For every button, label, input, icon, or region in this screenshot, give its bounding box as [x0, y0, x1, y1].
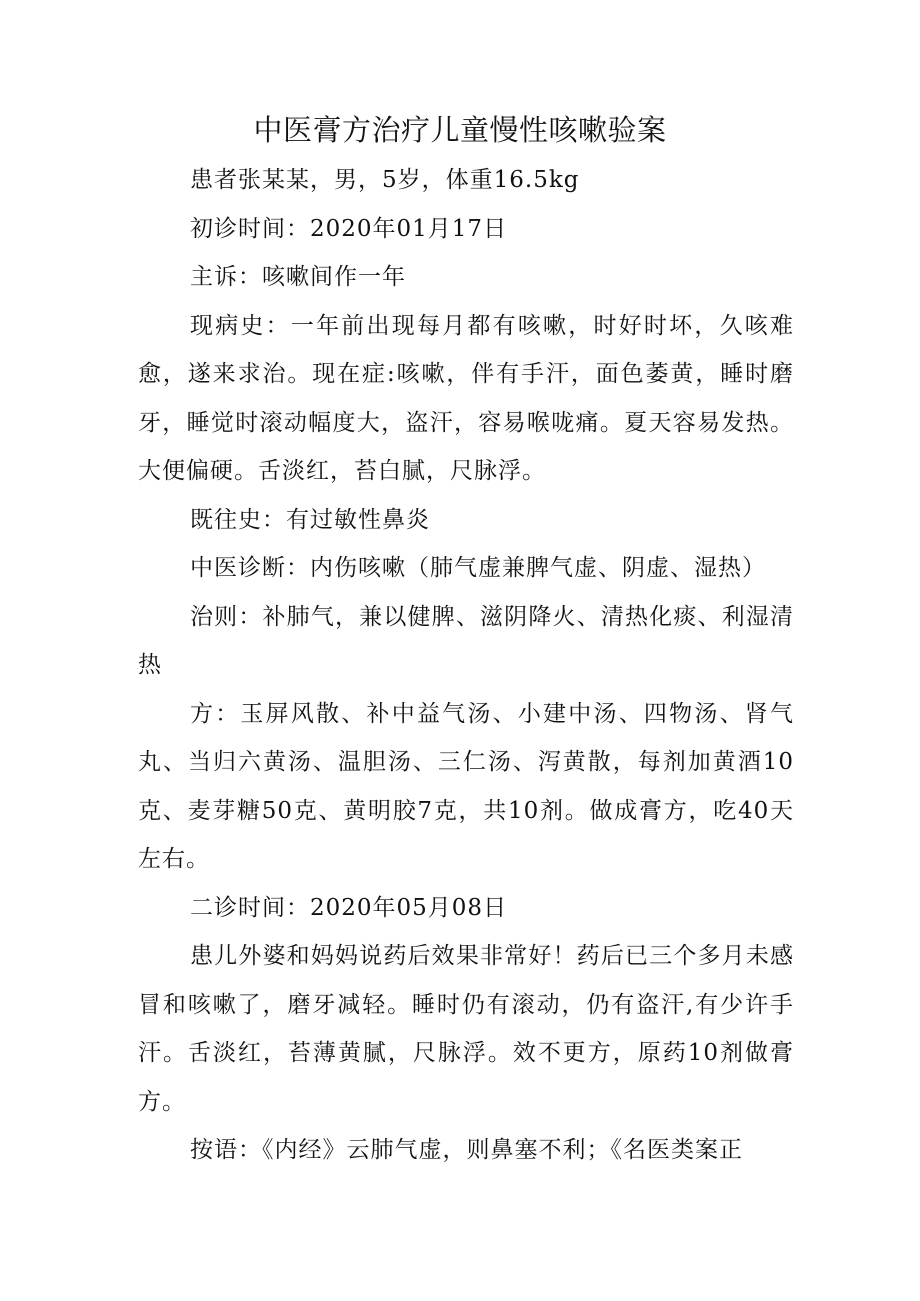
prescription-paragraph: 方：玉屏风散、补中益气汤、小建中汤、四物汤、肾气丸、当归六黄汤、温胆汤、三仁汤、泻黄散，每剂加黄酒10克、麦芽糖50克、黄明胶7克，共10剂。做成膏方，吃40天左右。 — [138, 700, 794, 872]
chief-complaint-paragraph: 主诉：咳嗽间作一年 — [190, 264, 406, 290]
treatment-principle-paragraph: 治则：补肺气，兼以健脾、滋阴降火、清热化痰、利湿清热 — [138, 603, 794, 678]
patient-info-paragraph: 患者张某某，男，5岁，体重16.5kg — [190, 167, 580, 193]
document-title: 中医膏方治疗儿童慢性咳嗽验案 — [253, 113, 667, 147]
diagnosis-paragraph: 中医诊断：内伤咳嗽（肺气虚兼脾气虚、阴虚、湿热） — [190, 555, 766, 581]
commentary-paragraph: 按语：《内经》云肺气虚，则鼻塞不利；《名医类案正 — [190, 1137, 743, 1163]
first-visit-date-paragraph: 初诊时间：2020年01月17日 — [190, 215, 508, 242]
document-body — [138, 156, 794, 1175]
past-history-paragraph: 既往史：有过敏性鼻炎 — [190, 506, 430, 533]
present-illness-paragraph: 现病史：一年前出现每月都有咳嗽，时好时坏，久咳难愈，遂来求治。现在症:咳嗽，伴有手汗，面色萎黄，睡时磨牙，睡觉时滚动幅度大，盗汗，容易喉咙痛。夏天容易发热。大便偏硬。舌淡红，苔白腻，尺脉浮。 — [138, 312, 794, 484]
second-visit-notes-paragraph: 患儿外婆和妈妈说药后效果非常好！药后已三个多月未感冒和咳嗽了，磨牙减轻。睡时仍有滚动，仍有盗汗,有少许手汗。舌淡红，苔薄黄腻，尺脉浮。效不更方，原药10剂做膏方。 — [138, 943, 794, 1115]
second-visit-date-paragraph: 二诊时间：2020年05月08日 — [190, 894, 508, 921]
